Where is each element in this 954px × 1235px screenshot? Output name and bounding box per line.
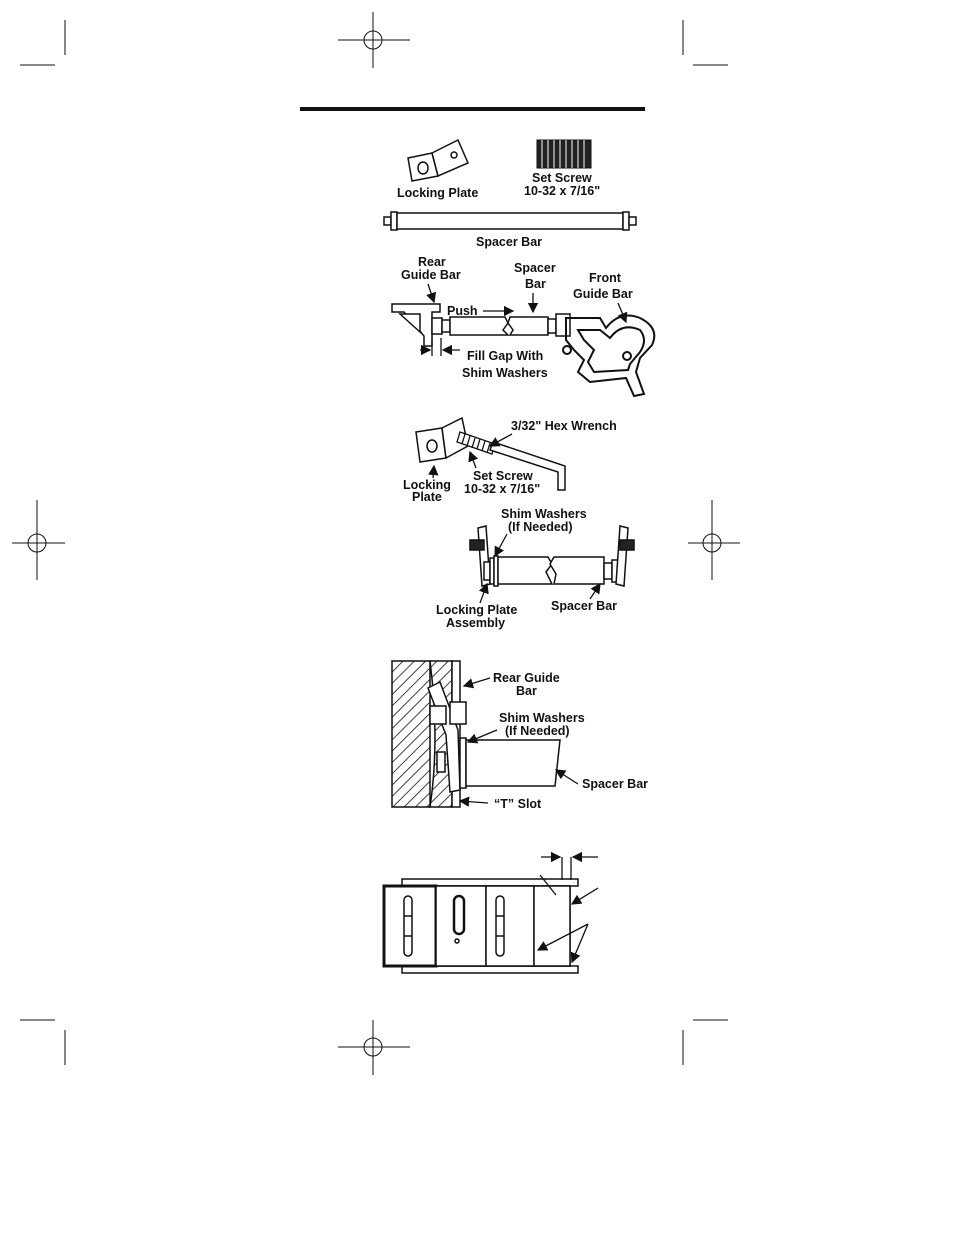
spacer-bar-section [460, 738, 560, 788]
spacer-bar-assembly [470, 526, 634, 586]
label-bar-fig5: Bar [516, 684, 537, 698]
label-spacer: Spacer [514, 261, 556, 275]
label-spacer-bar-fig4: Spacer Bar [551, 599, 618, 613]
label-t-slot: “T” Slot [494, 797, 542, 811]
registration-mark-bottom [338, 1020, 410, 1075]
label-rear-guide-fig5: Rear Guide [493, 671, 560, 685]
label-shim-washers-fig4: Shim Washers [501, 507, 587, 521]
label-plate: Plate [412, 490, 442, 504]
registration-mark-top [338, 12, 410, 68]
registration-mark-left [12, 500, 65, 580]
label-bar: Bar [525, 277, 546, 291]
label-rear: Rear [418, 255, 446, 269]
top-view-assembly [384, 879, 578, 973]
label-set-screw-size-fig3: 10-32 x 7/16" [464, 482, 541, 496]
set-screw-threaded [457, 432, 495, 454]
label-spacer-bar-fig5: Spacer Bar [582, 777, 649, 791]
registration-mark-right [688, 500, 740, 580]
label-front: Front [589, 271, 621, 285]
locking-plate-part [408, 140, 468, 181]
label-rear-guide-bar: Guide Bar [401, 268, 461, 282]
label-push: Push [447, 304, 478, 318]
label-locking-plate: Locking Plate [397, 186, 479, 200]
label-hex-wrench: 3/32" Hex Wrench [511, 419, 617, 433]
label-locking: Locking [403, 478, 451, 492]
front-guide-bar-profile [563, 316, 654, 396]
label-if-needed-fig4: (If Needed) [508, 520, 573, 534]
set-screw-part [537, 140, 591, 168]
label-locking-plate-assembly: Locking Plate [436, 603, 518, 617]
label-fill-gap: Fill Gap With [467, 349, 544, 363]
label-shim-washers-fig5: Shim Washers [499, 711, 585, 725]
label-set-screw: Set Screw [532, 171, 592, 185]
header-rule [300, 107, 645, 111]
label-set-screw-size: 10-32 x 7/16" [524, 184, 601, 198]
label-front-guide-bar: Guide Bar [573, 287, 633, 301]
label-if-needed-fig5: (If Needed) [505, 724, 570, 738]
label-set-screw-fig3: Set Screw [473, 469, 533, 483]
label-assembly: Assembly [446, 616, 506, 630]
label-spacer-bar: Spacer Bar [476, 235, 543, 249]
wall-hatched-section [392, 661, 452, 807]
label-shim-washers: Shim Washers [462, 366, 548, 380]
spacer-bar-part [384, 212, 636, 230]
